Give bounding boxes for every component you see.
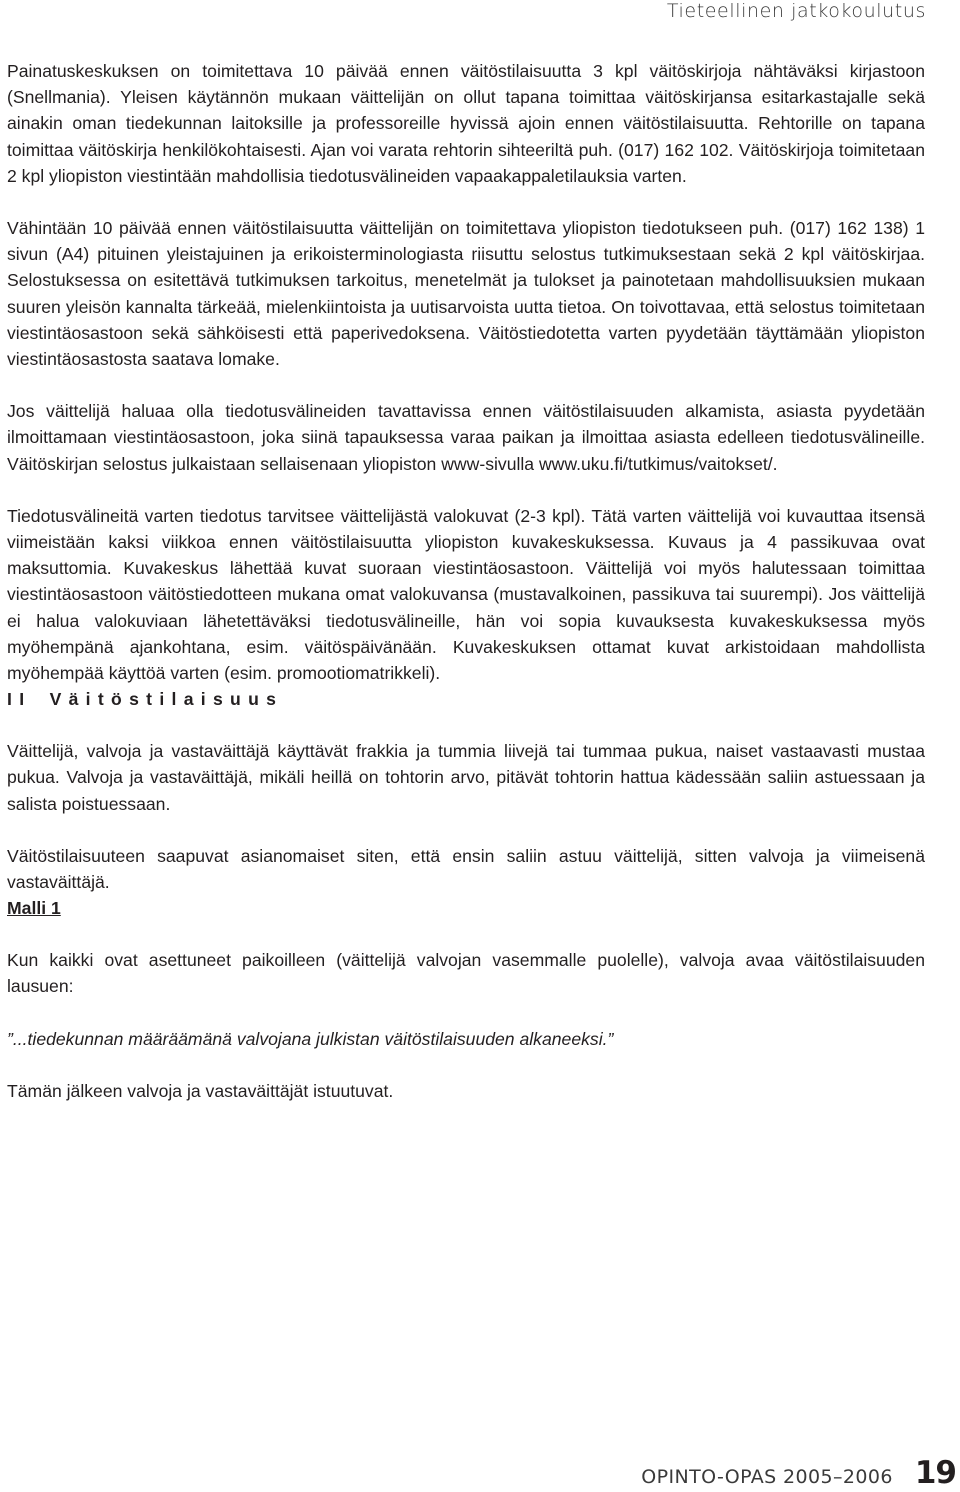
paragraph-media-meeting: Jos väittelijä haluaa olla tiedotusvälineiden tavattavissa ennen väitöstilaisuuden alkamista, asiasta pyydetään ilmoittamaan viestintäosastoon, joka siinä tapauksessa varaa paikan ja ilmoittaa asiasta edelleen tiedotusvälineille. Väitöskirjan selostus julkaistaan sellaisenaan yliopiston www-sivulla www.uku.fi/tutkimus/vaitokset/. <box>7 401 925 474</box>
opening-quote: ”...tiedekunnan määräämänä valvojana julkistan väitöstilaisuuden alkaneeksi.” <box>7 1028 614 1049</box>
paragraph-opening: Kun kaikki ovat asettuneet paikoilleen (väittelijä valvojan vasemmalle puolelle), valvoja avaa väitöstilaisuuden lausuen: <box>7 950 925 997</box>
running-header: Tieteellinen jatkokoulutus <box>666 0 926 22</box>
page-body <box>7 58 925 1104</box>
paragraph-seating: Tämän jälkeen valvoja ja vastaväittäjät istuutuvat. <box>7 1080 394 1101</box>
section-heading: II Väitöstilaisuus <box>7 689 284 710</box>
page-footer <box>641 1455 956 1491</box>
paragraph-press-release: Vähintään 10 päivää ennen väitöstilaisuutta väittelijän on toimitettava yliopiston tiedotukseen puh. (017) 162 138) 1 sivun (A4) pituinen yleistajuinen ja erikoisterminologiasta riisuttu selostus tutkimuksestaan sekä 2 kpl väitöskirjaa. Selostuksessa on esitettävä tutkimuksen tarkoitus, menetelmät ja tulokset ja painotetaan mahdollisuuksien mukaan suuren yleisön kannalta tärkeää, mielenkiintoista ja uutisarvoista uutta tietoa. On toivottavaa, että selostus toimitetaan viestintäosastoon sekä sähköisesti että paperivedoksena. Väitöstiedotetta varten pyydetään täyttämään yliopiston viestintäosastosta saatava lomake. <box>7 218 925 370</box>
paragraph-printing-and-distribution: Painatuskeskuksen on toimitettava 10 päivää ennen väitöstilaisuutta 3 kpl väitöskirjoja nähtäväksi kirjastoon (Snellmania). Yleisen käytännön mukaan väittelijän on ollut tapana toimittaa väitöskirjansa esitarkastajalle sekä ainakin oman tiedekunnan laitoksille ja professoreille hyvissä ajoin ennen väitöstilaisuutta. Rehtorille on tapana toimittaa väitöskirja henkilökohtaisesti. Ajan voi varata rehtorin sihteeriltä puh. (017) 162 102. Väitöskirjoja toimitetaan 2 kpl yliopiston viestintään mahdollisia tiedotusvälineiden vapaakappaletilauksia varten. <box>7 61 925 186</box>
paragraph-arrival-order: Väitöstilaisuuteen saapuvat asianomaiset siten, että ensin saliin astuu väittelijä, sitten valvoja ja viimeisenä vastaväittäjä. <box>7 845 925 893</box>
subheading-model-1: Malli 1 <box>7 898 61 919</box>
paragraph-photographs: Tiedotusvälineitä varten tiedotus tarvitsee väittelijästä valokuvat (2-3 kpl). Tätä varten väittelijä voi kuvauttaa itsensä viimeistään kaksi viikkoa ennen väitöstilaisuutta yliopiston kuvakeskuksessa. Kuvaus ja 4 passikuvaa ovat maksuttomia. Kuvakeskus lähettää kuvat suoraan viestintäosastoon. Väittelijä voi myös halutessaan toimittaa viestintäosastoon väitöstiedotteen mukana omat valokuvansa (mustavalkoinen, passikuva tai suurempi). Jos väittelijä ei halua valokuviaan lähetettäväksi tiedotusvälineille, hän voi sopia kuvauksesta kuvakeskuksessa myös myöhempänä ajankohtana, esim. väitöspäivänään. Kuvakeskuksen ottamat kuvat arkistoidaan mahdollista myöhempää käyttöä varten (esim. promootiomatrikkeli). <box>7 505 925 684</box>
page-number: 19 <box>914 1455 956 1491</box>
paragraph-dress-code: Väittelijä, valvoja ja vastaväittäjä käyttävät frakkia ja tummia liivejä tai tummaa pukua, naiset vastaavasti mustaa pukua. Valvoja ja vastaväittäjä, mikäli heillä on tohtorin arvo, pitävät tohtorin hattua kädessään saliin astuessaan ja salista poistuessaan. <box>7 741 925 814</box>
publication-title: OPINTO-OPAS 2005–2006 <box>641 1466 893 1488</box>
